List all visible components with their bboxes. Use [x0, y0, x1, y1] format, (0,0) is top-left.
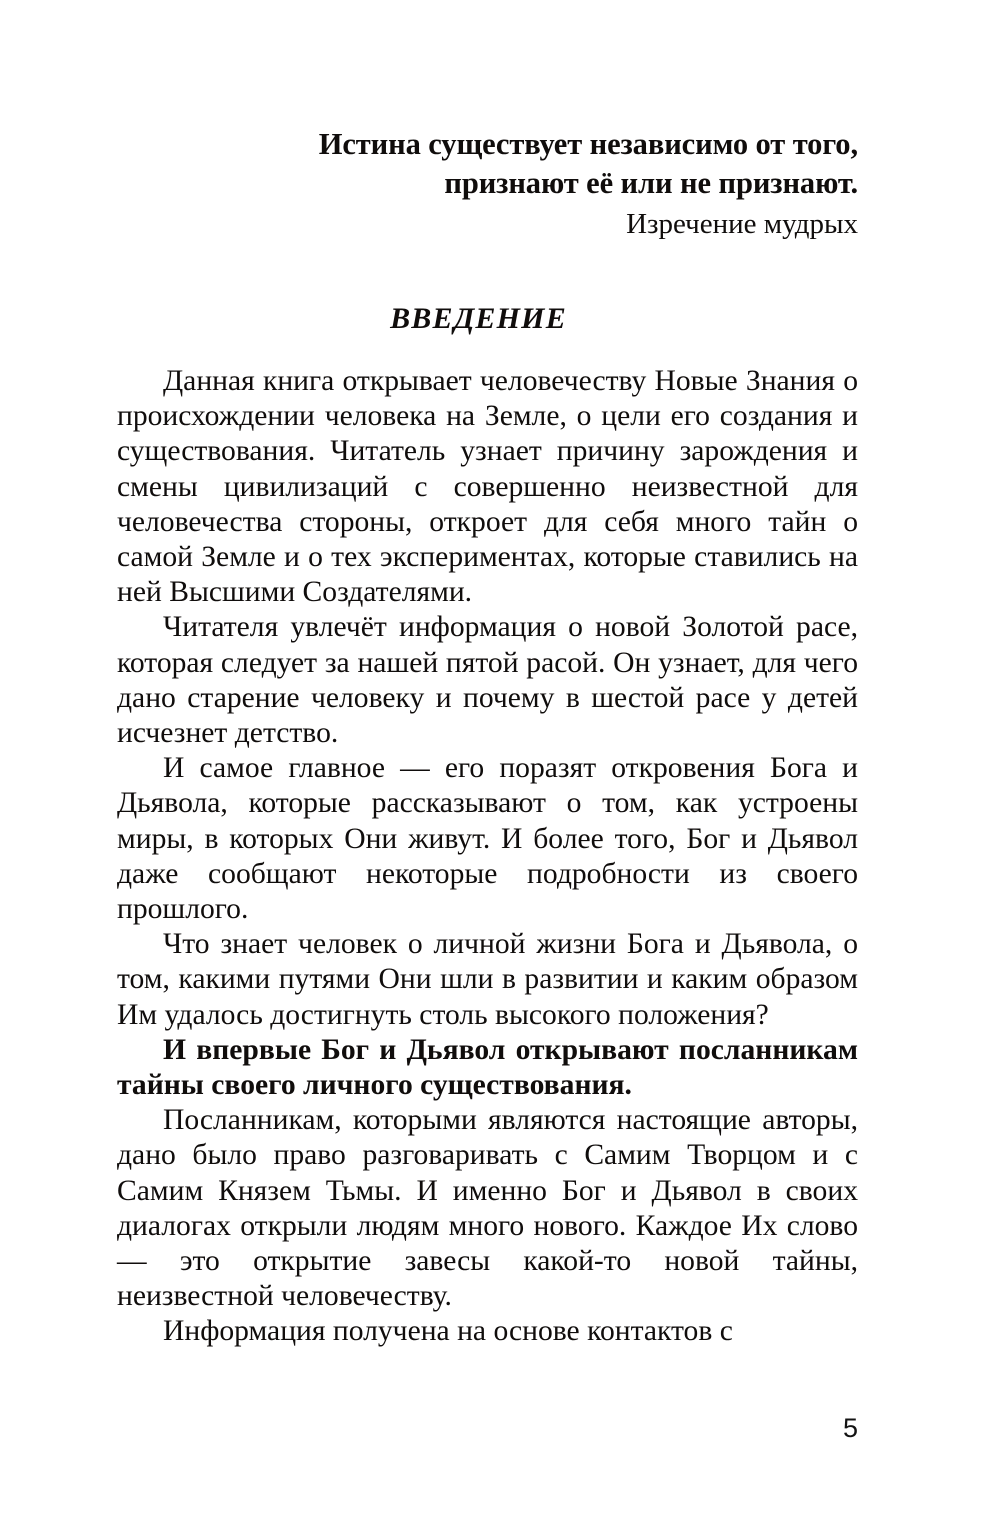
- epigraph-attribution: Изречение мудрых: [626, 208, 858, 240]
- epigraph-line-2: признают её или не признают.: [444, 166, 858, 200]
- page-number: 5: [842, 1413, 858, 1443]
- paragraph-emphasized: И впервые Бог и Дьявол открывают посланникам тайны своего личного существования.: [117, 1033, 858, 1102]
- section-heading: ВВЕДЕНИЕ: [390, 302, 567, 335]
- paragraph: Читателя увлечёт информация о новой Золотой расе, которая следует за нашей пятой расой. Он узнает, для чего дано старение человеку и почему в шестой расе у детей исчезнет детство.: [117, 611, 858, 750]
- paragraph: Данная книга открывает человечеству Новые Знания о происхождении человека на Земле, о цели его создания и существования. Читатель узнает причину зарождения и смены цивилизаций с совершенно неизвестной для человечества стороны, откроет для себя много тайн о самой Земле и о тех экспериментах, которые ставились на ней Высшими Создателями.: [117, 365, 858, 609]
- body-text: [117, 364, 858, 1350]
- page-content: [117, 125, 858, 1348]
- paragraph: Информация получена на основе контактов с: [163, 1315, 733, 1348]
- epigraph: [117, 125, 858, 245]
- paragraph: И самое главное — его поразят откровения Бога и Дьявола, которые рассказывают о том, как устроены миры, в которых Они живут. И более того, Бог и Дьявол даже сообщают некоторые подробности из своего прошлого.: [117, 752, 858, 926]
- paragraph: Посланникам, которыми являются настоящие авторы, дано было право разговаривать с Самим Творцом и с Самим Князем Тьмы. И именно Бог и Дьявол в своих диалогах открыли людям много нового. Каждое Их слово — это открытие завесы какой-то новой тайны, неизвестной человечеству.: [117, 1104, 858, 1313]
- epigraph-line-1: Истина существует независимо от того,: [318, 127, 858, 161]
- paragraph: Что знает человек о личной жизни Бога и Дьявола, о том, какими путями Они шли в развитии и каким образом Им удалось достигнуть столь высокого положения?: [117, 928, 858, 1031]
